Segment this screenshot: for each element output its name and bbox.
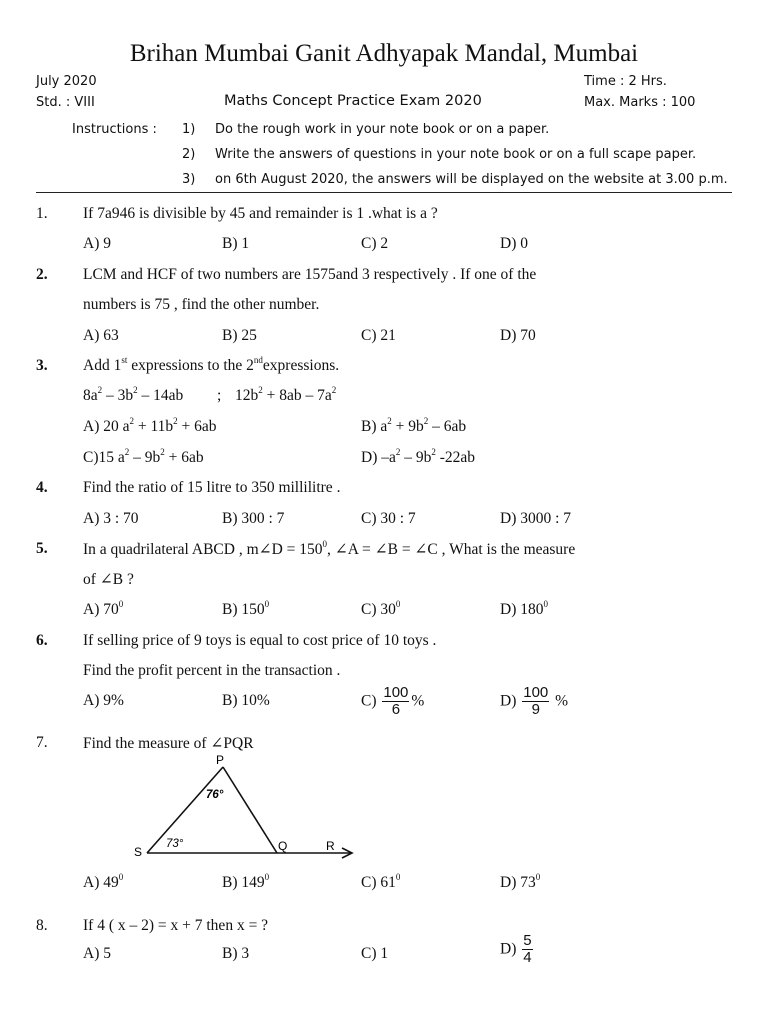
option-c: C) 1	[361, 945, 389, 962]
option-a: A) 63	[83, 327, 119, 344]
option-b: B) 10%	[222, 692, 270, 709]
question-number: 3.	[36, 357, 48, 374]
max-marks: Max. Marks : 100	[584, 95, 696, 110]
option-b: B) 300 : 7	[222, 510, 285, 527]
question-text: LCM and HCF of two numbers are 1575and 3 respectively . If one of the	[83, 266, 537, 283]
expression-separator: ;	[217, 387, 222, 404]
option-a: A) 9%	[83, 692, 124, 709]
option-c: C) $61^0$	[361, 872, 401, 891]
option-a: A) $49^0$	[83, 872, 124, 891]
fraction: $\frac{5}{4}$	[523, 932, 532, 966]
option-c: C) 21	[361, 327, 396, 344]
vertex-q-label: Q	[278, 839, 288, 853]
question-number: 8.	[36, 917, 48, 934]
option-d: D) 0	[500, 235, 528, 252]
option-d: D) $\frac{5}{4}$	[500, 932, 532, 966]
option-b: B) $149^0$	[222, 872, 270, 891]
instruction-number: 1)	[182, 122, 196, 137]
option-b: B) $150^0$	[222, 599, 270, 618]
option-c: C)15 $a^2 - 9b^2 + 6ab$	[83, 447, 204, 466]
fraction: $\frac{100}{6}$	[383, 684, 409, 718]
standard-label: Std. : VIII	[36, 95, 95, 110]
instruction-number: 3)	[182, 172, 196, 187]
vertex-s-label: S	[134, 845, 143, 859]
instruction-text: Write the answers of questions in your note book or on a full scape paper.	[215, 147, 697, 162]
option-a: A) 3 : 70	[83, 510, 139, 527]
question-text: Add 1st expressions to the 2ndexpressions.	[83, 355, 340, 374]
option-c: C) $\frac{100}{6}$ %	[361, 684, 425, 718]
option-a: A) 9	[83, 235, 111, 252]
expression-two: $12b^2 + 8ab - 7a^2$	[235, 385, 337, 404]
question-number: 2.	[36, 266, 48, 283]
option-d: D) $180^0$	[500, 599, 548, 618]
option-a: A) 20 $a^2 + 11b^2 + 6ab$	[83, 416, 217, 435]
question-text: numbers is 75 , find the other number.	[83, 296, 320, 313]
exam-date: July 2020	[36, 74, 97, 89]
question-text: of ∠B ?	[83, 571, 134, 588]
option-c: C) 30 : 7	[361, 510, 416, 527]
option-a: A) $70^0$	[83, 599, 124, 618]
question-text: Find the measure of ∠PQR	[83, 735, 254, 752]
question-number: 5.	[36, 540, 48, 557]
option-b: B) 25	[222, 327, 257, 344]
option-b: B) $a^2 + 9b^2 - 6ab$	[361, 416, 467, 435]
angle-s-label: 73°	[166, 838, 184, 850]
instruction-text: on 6th August 2020, the answers will be displayed on the website at 3.00 p.m.	[215, 172, 728, 187]
vertex-p-label: P	[216, 753, 225, 767]
exam-time: Time : 2 Hrs.	[584, 74, 667, 89]
option-d: D) $-a^2 - 9b^2$ -22ab	[361, 447, 476, 466]
header-divider	[36, 192, 732, 193]
option-d: D) $\frac{100}{9}$ %	[500, 684, 569, 718]
question-text: Find the ratio of 15 litre to 350 millilitre .	[83, 479, 341, 496]
option-c: C) 2	[361, 235, 389, 252]
exam-board-title: Brihan Mumbai Ganit Adhyapak Mandal, Mumbai	[129, 40, 639, 67]
exam-name: Maths Concept Practice Exam 2020	[224, 93, 482, 109]
angle-p-label: 76°	[206, 789, 224, 801]
question-number: 7.	[36, 734, 48, 751]
question-number: 6.	[36, 632, 48, 649]
question-number: 4.	[36, 479, 48, 496]
question-text: If 4 ( x – 2) = x + 7 then x = ?	[83, 917, 269, 934]
option-d: D) $73^0$	[500, 872, 541, 891]
instruction-text: Do the rough work in your note book or on a paper.	[215, 122, 550, 137]
question-text: Find the profit percent in the transaction .	[83, 662, 341, 679]
instruction-number: 2)	[182, 147, 196, 162]
fraction: $\frac{100}{9}$	[523, 684, 549, 718]
expression-one: $8a^2 - 3b^2 - 14ab$	[83, 385, 184, 404]
option-d: D) 70	[500, 327, 536, 344]
option-a: A) 5	[83, 945, 111, 962]
option-b: B) 3	[222, 945, 250, 962]
question-text: If selling price of 9 toys is equal to cost price of 10 toys .	[83, 632, 437, 649]
instructions-label: Instructions :	[72, 122, 157, 137]
triangle-figure	[128, 752, 364, 862]
question-text: If 7a946 is divisible by 45 and remainder is 1 .what is a ?	[83, 205, 438, 222]
option-d: D) 3000 : 7	[500, 510, 572, 527]
question-text: In a quadrilateral ABCD , m∠D = $150^0$, ∠A = ∠B = ∠C , What is the measure	[83, 539, 576, 558]
option-c: C) $30^0$	[361, 599, 401, 618]
point-r-label: R	[326, 839, 335, 853]
option-b: B) 1	[222, 235, 250, 252]
question-number: 1.	[36, 205, 48, 222]
